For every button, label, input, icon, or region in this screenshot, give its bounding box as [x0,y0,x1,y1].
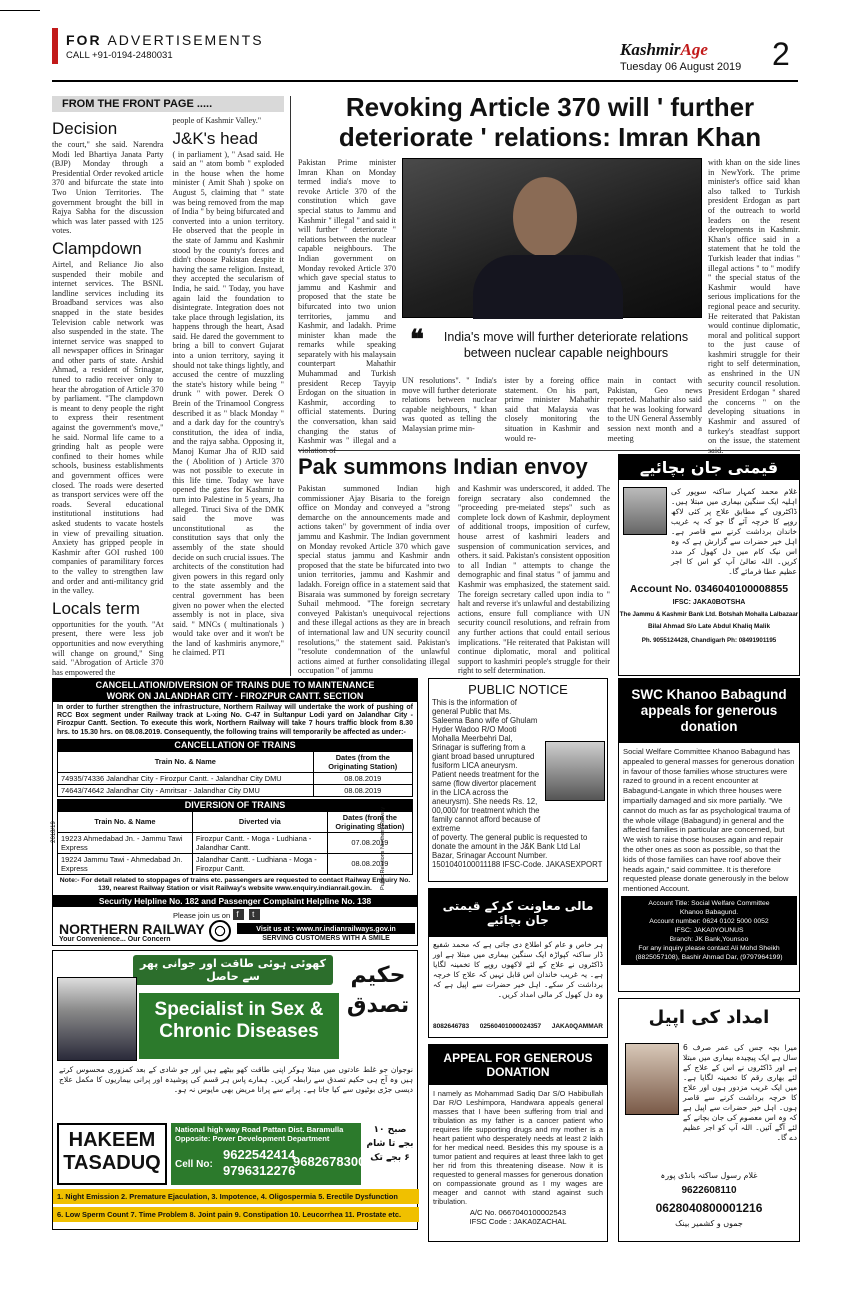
front-page-section [52,96,284,676]
divert-date: 07.08.2019 [327,832,412,853]
table-row [58,784,413,796]
urdu-ad-2 [428,888,608,1038]
divert-table [57,811,413,875]
railway-intro: In order to further strengthen the infrastructure, Northern Railway will undertake the work of pushing of RCC Box segment under Railway track at L-xing No. C-47 in Sultanpur Lodi yard on Jalandhar City - Firozpur Cantt. Section. To execute this work, Northern Railway will take 7 hours traffic block from 8.30 hrs. to 15.30 hrs. on 08.08.2019. Consequently, the following trains will temporarily be affected as under:- [57,704,413,736]
railway-note: Note:- For detail related to stoppages of trains etc. passengers are requested to contact Railway Enquiry No. 139, nearest Railway Station or visit Railway's website www.enquiry.indianrail.gov.in. [59,876,411,892]
appeal-ad [428,1044,608,1242]
twitter-icon[interactable]: t [249,909,260,920]
divert-train: 19223 Ahmedabad Jn. - Jammu Tawi Express [58,832,193,853]
table-row [58,853,413,874]
swc-contact: For any inquiry please contact Ali Mohd Sheikh (8825057108), Bashir Ahmad Dar, (9797964199) [635,944,783,961]
issue-date: Tuesday 06 August 2019 [620,61,742,73]
paper-name-age: Age [680,40,708,59]
hakeem-ad [52,950,418,1230]
cancel-date: 08.08.2019 [313,772,412,784]
hakeem-contact [171,1123,366,1185]
cancel-train: 74643/74642 Jalandhar City - Amritsar - Jalandhar City DMU [58,784,314,796]
railway-brand: NORTHERN RAILWAY [59,921,205,937]
page-number: 2 [772,36,790,72]
jk-lead: people of Kashmir Valley." [172,116,262,125]
divert-title: DIVERSION OF TRAINS [57,799,413,811]
patient-photo [623,487,667,535]
red-accent-bar [52,28,58,64]
public-notice [428,678,608,882]
railway-title-2: WORK ON JALANDHAR CITY - FIROZPUR CANTT. SECTION [53,691,417,702]
divert-header-dates: Dates (from the Originating Station) [327,811,412,832]
urdu-ad-2-text: ہر خاص و عام کو اطلاع دی جاتی ہے کہ محمد شفیع ڈار ساکنہ کپواڑہ ایک سنگین بیماری میں مبتلا ہے اور ڈاکٹروں نے علاج کے لئے لاکھوں روپے کا تخمینہ لگایا ہے۔ یہ غریب خاندان اس قابل نہیں کہ علاج کا خرچہ برداشت کر سکے۔ اہل خیر حضرات سے اپیل ہے کہ وہ دل کھول کر مالی امداد کریں۔ [433,940,603,999]
railway-code: 2018/19 [50,821,57,843]
imran-khan-photo [402,158,702,318]
clampdown-title: Clampdown [52,238,142,258]
divert-header-via: Diverted via [192,811,327,832]
front-page-banner: FROM THE FRONT PAGE ..... [52,96,284,112]
imran-quote [402,325,702,373]
hakeem-ph-1: 9622542414 [223,1147,296,1162]
hakeem-ph-2: 9796312276 [223,1163,296,1178]
public-notice-title: PUBLIC NOTICE [468,682,568,697]
hakeem-urdu-name: حکیم تصدق [346,963,410,1018]
imran-col-right: with khan on the side lines in NewYork. The prime minister's office said khan also talked to Turkish president Erdogan as part of the outreach to world leaders on the resent developments in Kashmir. Khan's office said in a statement that he told the Turkish leader that indias " illegal actions " to " modify " the special status of the Kashmir would have serious implications for the regional peace and security. He reiterated that Pakistan would continue diplomatic, moral and political support to the just cause of kashmiri struggle for their right to self determination, as enshrined in the UN security council resolution. President Erdogan " shared the concerns " on the developing situations in Kashmir and assured of turkey's steadfast support on the issue, the statement said. [708,158,800,455]
railway-ad [52,678,418,946]
hakeem-addr-2: Opposite: Power Development Department [175,1134,330,1143]
cancel-date: 08.08.2019 [313,784,412,796]
header-call: CALL +91-0194-2480031 [66,50,173,61]
swc-title: SWC Khanoo Babagund appeals for generous donation [619,679,799,743]
header-advertisements: ADVERTISEMENTS [107,32,264,48]
urdu-ad-3-name: غلام رسول ساکنہ بانڈی پورہ [660,1171,758,1180]
divert-date: 08.08.2019 [327,853,412,874]
urdu-ad-2-title: مالی معاونت کرکے قیمتی جان بچائیے [429,889,607,937]
header-rule [52,80,798,82]
urdu-ad-3-text: میرا بچہ جس کی عمر صرف 6 سال ہے ایک پیچیدہ بیماری میں مبتلا ہے اور ڈاکٹروں نے اس کے علاج کے لئے بھاری رقم کا تخمینہ لگایا ہے۔ میں ایک غریب مزدور ہوں اور علاج کا خرچہ برداشت کرنے سے قاصر ہوں۔ اہل خیر حضرات سے اپیل ہے کہ وہ اس معصوم کی جان بچانے کے لئے آگے آئیں۔ اللہ آپ کو اجر عظیم دے گا۔ [683,1043,797,1142]
hakeem-name-1: HAKEEM [68,1129,156,1151]
paper-name: Kashmir [620,40,681,59]
child-photo [625,1043,679,1115]
decision-body: the court," she said. Narendra Modi led Bhartiya Janata Party (BJP) Monday through a Presidential Order revoked article 370 and bifurcate the state into Two Union Territories. The government brought the bill in Rajya Sabha for the discussion which was later passed with 125 votes. [52,140,164,236]
urdu-ad-3 [618,998,800,1242]
jk-body: ( in parliament ), " Asad said. He said an " atom bomb " exploded in the house when the home minister ( Amit Shah ) spoke on August 5, claiming that " state was being removed from the map of India " by being bifurcated and converted into a union territory. He observed that the people in the state of Jammu and Kashmir stood by the county's forces and didn't choose Pakistan despite it having the same religion. Instead, they accepted the secularism of India, he said. " Today, you have again laid the foundation to disintegrate. Integration does not take place through legislation, its happens through the heart, Asad said. He dared the government to bring a bill to convert Gujarat into a union territory, saying it should not take things lightly, and accused the centre of muzzling the state's history while being " drunk " with power. Derek O Brein of the Trinamool Congress described it as " black Monday " and a dark day for the country's constitution, the idea of india, and the rajya sabha. Opposing it, Manoj Kumar Jha of RJD said the ( Abolition of ) Article 370 was not possible to execute in this life time. Today we have opened the gates for Kashmir to turn into Palestine in 5 years, Jha alleged. Tiruci Siva of the DMK said the move was unconstitutional as the constitution says that only the assembly of the state should decide on such crucial issues. The architects of the constitution had given powers in this regard only to the state assembly and the central government has been given no power when the elected assembly is not in place, siva said. " MNCs ( multinationals ) would take over and it won't be the land of kashmiris anymore," he claimed. PTI [172,149,284,658]
urdu-ad-2-ifsc: JAKA0QAMMAR [551,1023,603,1030]
quote-mark-icon: ❝ [410,325,424,354]
envoy-headline: Pak summons Indian envoy [298,454,588,479]
divert-train: 19224 Jammu Tawi - Ahmedabad Jn. Express [58,853,193,874]
table-row [58,772,413,784]
portrait-body [473,255,623,319]
swc-branch: Branch: JK Bank,Younsoo [669,935,749,943]
swc-acct-title: Account Title: Social Welfare Committee [648,899,770,907]
imran-bottom-3: main in contact with Pakistan, Geo news reported. Mahathir also said that he was looking forward to the UN General Assembly session next month and a meeting [607,376,703,443]
cancel-header-train: Train No. & Name [58,751,314,772]
table-row [58,832,413,853]
imran-bottom-cols [402,376,702,446]
railway-serving: SERVING CUSTOMERS WITH A SMILE [262,935,390,942]
swc-acct-no: Account number: 0624 0102 5000 0052 [649,917,769,925]
social-icons [233,909,260,920]
envoy-col1: Pakistan summoned Indian high commissioner Ajay Bisaria to the foreign office on Monday and conveyed a "strong demarche on the announcements made and actions taken" by government of india over jammu and Kashmir. The Indian government on Monday revoked Article 370 which gave special status jammu and Kashmir andn proposed that the state be bifurcated into two union territories, jammu and Kashmir and ladakh. Foreign office in a statement said that Bisaraia was summoned by foreign secretary Suhail mehmood. "The foreign secretary conveyed Pakistan's unequivocal rejections and these illegal actions as they are in breach of international law and UN security council resolutions," the statement said. Pakistan's "resolute condemnation of the unlawful actions aimed at further consolidating illegal occupation " of jammu [298,484,450,676]
cancel-table [57,751,413,797]
imran-bottom-2: ister by a foreing office statement. On his part, prime minister Mahathir said that Malaysia was closely monitoring the situation in Kashmir and would re- [504,376,600,443]
urdu-ad-1-title: قیمتی جان بچائیے [619,455,799,480]
railway-title-1: CANCELLATION/DIVERSION OF TRAINS DUE TO MAINTENANCE [53,679,417,691]
facebook-icon[interactable]: f [233,909,244,920]
column-divider [290,96,291,676]
hakeem-title-1: Specialist in Sex & [154,999,324,1020]
appeal-acct: A/C No. 0667040100002543 [469,1208,567,1217]
imran-headline: Revoking Article 370 will ' further deteriorate ' relations: Imran Khan [338,92,762,152]
appeal-title-box [429,1045,607,1085]
urdu-ad-1-account: Account No. 0346040100008855 [629,583,789,595]
imran-bottom-1: UN resolutions". " India's move will further deteriorate relations between nuclear capable neighbours, " khan was quoted as telling the Malaysian prime min- [402,376,497,433]
urdu-ad-3-title: امداد کی اپیل [648,1007,770,1028]
hakeem-title-2: Chronic Diseases [159,1021,319,1042]
portrait-head [513,177,577,257]
header-for: FOR [66,32,102,48]
public-notice-text-2: of poverty. The general public is requested to donate the amount in the J&K Bank Ltd Lal Bazar, Srinagar Account Number. 1501040100011188 IFSC-Code. JAKASEXPORT [432,833,603,869]
hakeem-cell-label: Cell No: [175,1159,213,1170]
cancel-header-dates: Dates (from the Originating Station) [313,751,412,772]
railway-join: Please join us on [173,911,231,920]
railway-visit: Visit us at : www.nr.indianrailways.gov.in [237,923,415,934]
swc-ad [618,678,800,992]
section-rule [298,450,800,451]
railway-logo-icon [209,920,231,942]
hakeem-ph-3: 9682678300 [293,1154,366,1169]
hakeem-addr-1: National high way Road Pattan Dist. Baramulla [175,1125,344,1134]
hakeem-timing: صبح ۱۰ بجے تا شام ۶ بجے تک [366,1125,414,1163]
urdu-ad-2-account: 02560401000024357 [479,1023,542,1030]
public-notice-text-1: This is the information of general Public that Ms. Saleema Bano wife of Ghulam Hyder Wadoo R/O Mooti Mohalla Meerbehri Dal, Srinagar is suffering from a giant broad based unruptured fusiform LICA aneurysm. Patient needs treatment for the same (flow divertor placement in the LICA across the aneurysm). She needs Rs. 12, 00,000/ for treatment which the family cannot afford because of extreme [432,698,541,833]
envoy-col2: and Kashmir was underscored, it added. The foreign secratary also condemned the "proceeding pre-meiated steps" such as complete lock down of Kashmir, deployment of additional troops, imposition of curfew, house arrest of kashmiri leaders and suspension of communication services, and others. it said. Pakistan's consistent opposition to all Indian " attempts to change the demographic and final status " of jammu and Kashmir was emphasized, the statement said. The foreign secretary called upon india to " halt and reverse it's unlawful and destabilizing actions, ensure full compliance with UN security council resolutions, and refrain from any further actions that could entail serious implications. "He reiterated that Pakistan will continue diplomatic, moral and political support to kashmiri people's struggle for their right to self determination. [458,484,610,676]
urdu-ad-2-phone: 8082646783 [433,1023,470,1030]
appeal-title-2: DONATION [486,1065,550,1079]
swc-ifsc: IFSC: JAKA0YOUNUS [674,926,744,934]
clampdown-body: Airtel, and Reliance Jio also suspended their mobile and internet services. The BSNL landline services including its Broadband services was also snapped in the state besides Television cable network was also suspended in the state. The internet service was snapped to all newspaper offices in Srinagar and other parts of state. Arshid Ahmad, a resident of Srinagar, tuned to radio receiver only to hear the abrogation of Article 370 by parliament. "The clampdown is meant to deny people the right to express their resentment against the government's move," he said. Normal life came to a grinding halt as people were confined to their homes while schools, business establishments and government offices were closed. The roads were deserted as transport services were off the roads. Several educational institutional institutions had asked students to vacate hostels in view of prevailing situation. Anxiety has gripped people in Kashmir after GOI rushed 100 companies of paramilitary forces to the valley to strengthen law and order and anti-militancy grid in the valley. [52,259,164,596]
railway-helpline: Security Helpline No. 182 and Passenger Complaint Helpline No. 138 [53,895,417,907]
swc-acct-name: Khanoo Babagund. [679,908,739,916]
notice-patient-photo [545,741,605,801]
hakeem-list-1: 1. Night Emission 2. Premature Ejaculation, 3. Impotence, 4. Oligospermia 5. Erectile Dysfunction [53,1189,419,1204]
railway-side-credit: Public Relations Northern Railway [380,806,386,890]
swc-body: Social Welfare Committee Khanoo Babagund has appealed to general masses for generous donation in favour of those families whose structures were razed to ground in a recent encounter at Babagund-Langate in which three houses were impartially damaged and six more partially. "We cannot do much as far as psychological trauma of the whole village (Babagund) in general and the affected families in particular are concerned, but We wish to raise those houses again and repair the other ones as soon as possible, so that the kids of those families can have roof above their heads again," said committee. It is therefore requested please donate generously in the below mentioned Account. [623,747,795,894]
locals-body: opportunities for the youth. "At present, there were less job opportunities and now everything will change on ground," Sing said. "Abrogation of Article 370 has empowered the [52,619,164,677]
swc-account-box [621,896,797,965]
corner-mark [0,10,40,11]
urdu-ad-3-phone: 9622608110 [681,1185,737,1196]
urdu-ad-1 [618,454,800,676]
locals-title: Locals term [52,598,140,618]
jk-title: J&K's head [172,128,258,148]
hakeem-name-2: TASADUQ [63,1152,161,1174]
hakeem-title-band [139,993,339,1059]
urdu-ad-1-name: Bilal Ahmad S/o Late Abdul Khaliq Malik [647,623,771,630]
divert-via: Firozpur Cantt. - Moga - Ludhiana - Jalandhar Cantt. [192,832,327,853]
urdu-ad-1-phone: Ph. 9055124428, Chandigarh Ph: 08491901195 [641,637,777,644]
hakeem-list-2: 6. Low Sperm Count 7. Time Problem 8. Joint pain 9. Constipation 10. Leucorrhea 11. Prostate etc. [53,1207,419,1222]
railway-tagline: Your Convenience... Our Concern [59,936,171,943]
envoy-cols [298,484,610,674]
divert-via: Jalandhar Cantt. - Ludhiana - Moga - Firozpur Cantt. [192,853,327,874]
imran-col1: Pakistan Prime minister Imran Khan on Monday termed india's move to revoke Article 370 of the constitution which gave special status to Jammu and Kashmir " illegal " and said it will further " deteriorate " relations between the nuclear capable neighbours. The Indian government on Monday revoked Article 370 which gave special status to jammu and Kashmir and proposed that the state be bifurcated into two union territories, jammu and Kashmir, and ladakh. Prime minister khan made the remarks while speaking separately with his malaysain counterpart Mahathir Muhammad and Turkish president Recep Tayyip Erdogan on the situation in Kashmir, according to official statements. During the conversation, khan said changing the status of Kashmir was " illegal and a violation of [298,158,396,455]
hakeem-photo [57,977,137,1061]
cancel-title: CANCELLATION OF TRAINS [57,739,413,751]
hakeem-urdu-body: نوجوان جو غلط عادتوں میں مبتلا ہوکر اپنی طاقت کھو بیٹھے ہیں اور جو شادی کے بعد کمزوری محسوس کرتے ہیں وہ آج ہی حکیم تصدق سے رابطہ کریں۔ ہمارے پاس ہر قسم کی پوشیدہ اور پرانی بیماریوں کا مکمل علاج دیسی جڑی بوٹیوں سے کیا جاتا ہے۔ پرانے سے پرانا مریض بھی مایوس نہ ہو۔ [59,1065,413,1094]
masthead-left [52,28,352,78]
urdu-ad-3-bank: جموں و کشمیر بینک [675,1219,743,1228]
appeal-ifsc: IFSC Code : JAKA0ZACHAL [469,1217,567,1226]
urdu-ad-1-bank: The Jammu & Kashmir Bank Ltd. Botshah Mohalla Lalbazaar [619,611,799,618]
urdu-ad-3-account: 0628040800001216 [655,1201,763,1215]
appeal-title-1: APPEAL FOR GENEROUS [443,1051,593,1065]
hakeem-name-box [57,1123,167,1185]
appeal-body: I namely as Mohammad Sadiq Dar S/O Habibullah Dar R/O Leshimpora, Handwara appeals general masses that I have been suffering from trial and tribulation as my father is a cancer patient who requires life supporting drugs and my mother is a heart patient who desperately needs at least 2 lakh for her medical need. Besides this my spouse is a tumor patient and requires at least three lakh to get her rid from this threatening disease. Now it is requested to general masses for generous donation on compassionate ground as I my wages are meager and cannot with stand against such tribulation. [433,1089,603,1206]
urdu-ad-1-ifsc: IFSC: JAKA0BOTSHA [672,599,746,606]
quote-text: India's move will further deteriorate relations between nuclear capable neighbours [443,330,689,360]
decision-title: Decision [52,119,118,138]
hakeem-urdu-top: کھوئی ہوئی طاقت اور جوانی پھر سے حاصل [133,955,333,985]
masthead-right [620,36,800,80]
cancel-train: 74935/74336 Jalandhar City - Firozpur Cantt. - Jalandhar City DMU [58,772,314,784]
urdu-ad-1-text: غلام محمد کمہار ساکنہ سوپور کی اہلیہ ایک سنگین بیماری میں مبتلا ہیں۔ ڈاکٹروں کے مطابق علاج پر کئی لاکھ روپے کا خرچہ آئے گا جو کہ یہ غریب خاندان برداشت کرنے سے قاصر ہے۔ اہل خیر حضرات سے گزارش ہے کہ وہ اس نیک کام میں دل کھول کر مدد کریں۔ اللہ تعالیٰ آپ کو اس کا اجر عظیم عطا فرمائے گا۔ [671,487,797,576]
divert-header-train: Train No. & Name [58,811,193,832]
